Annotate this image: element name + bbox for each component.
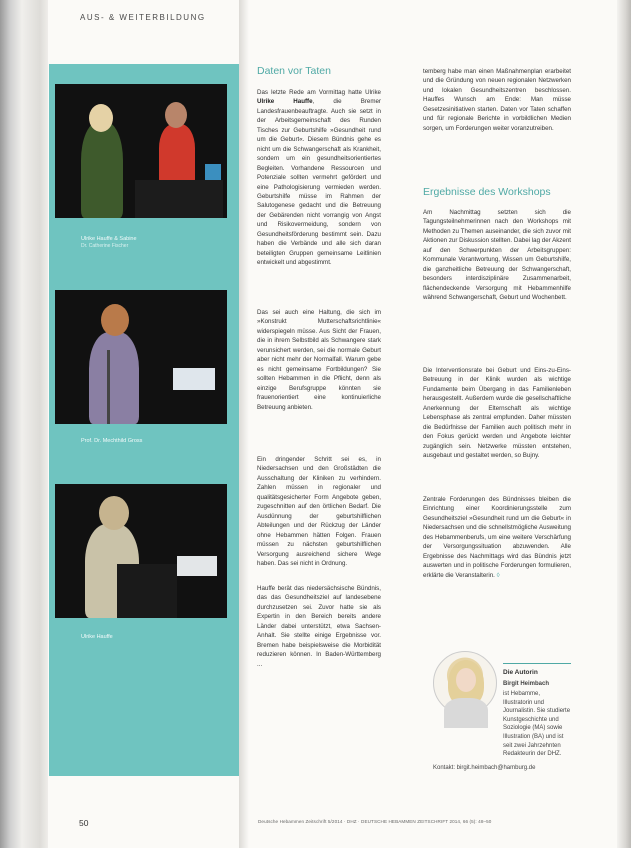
author-heading: Die Autorin — [503, 669, 538, 676]
heading-daten-vor-taten: Daten vor Taten — [257, 65, 331, 77]
caption-2: Prof. Dr. Mechthild Gross — [81, 438, 143, 444]
book-spine — [0, 0, 52, 848]
paragraph: Am Nachmittag setzten sich die Tagungsteilnehmerinnen nach den Workshops mit Methoden zu Themen auseinander, die sich zuvor mit Aktionen zur Diskussion stellten. Dabei lag der Akzent auf den Schwerpunkten der Arbeitsgruppen: Kommunale Verantwortung, Wissen um Geburtshilfe, die ganzheitliche Betreuung der Schwangerschaft, besonders interdisziplinäre Zusammenarbeit, flächendeckende Versorgung mit Hebammenhilfe während Schwangerschaft, Geburt und Wochenbett. — [423, 209, 571, 302]
laptop-screen — [173, 368, 215, 390]
paragraph: Hauffe berät das niedersächsische Bündnis, das das Gesundheitsziel auf landesebene durchzusetzen sei. Zuvor hatte sie als Expertin in den Bereich bereits andere Länder dabei unterstützt, etwa Sachsen-Anhalt. Sie stellte einige Ergebnisse vor. Bremen habe beispielsweise die Morbidität reduzieren können. In Baden-Württemberg ... — [257, 585, 381, 668]
paragraph: temberg habe man einen Maßnahmenplan erarbeitet und die Gründung von neuen regionalen Netzwerken und lokalen Gesundheitszentren beschlossen. Hauffes Wunsch am Ende: Man müsse Gesetzesinitiativen starten. Daten vor Taten schaffen und für regionale Berichte in vorbildlichen Medien sorgen, um Forderungen weiter voranzutreiben. — [423, 68, 571, 132]
page-edge — [617, 0, 631, 848]
author-portrait — [433, 651, 497, 715]
paragraph: Das letzte Rede am Vormittag hatte Ulrike Ulrike Hauffe, die Bremer Landesfrauenbeauftragte. Auch sie setzt in der Arbeitsgemeinschaft des Runden Tisches zur Geburtshilfe »Gesundheit rund um die Geburt«. Diesem Bündnis gehe es nicht um die Schwangerschaft als Krankheit, sondern um ein gesundheitsorientiertes Begleiten. Vorhandene Ressourcen und Potenziale sollten vermehrt gefördert und eine Pathologisierung vermieden werden. Geburtshilfe müsse im Rahmen der Salutogenese gedacht und die Betreuung der Gebärenden nicht vorrangig von Angst und Risikovermeidung, sondern von Gesundheitsförderung bestimmt sein. Dazu haben die Verbände und alle sich daran beteiligten Gruppen gemeinsame Leitlinien entwickelt und abgestimmt. — [257, 89, 381, 267]
caption-1: Ulrike Hauffe & Sabine Dr. Catherine Fischer — [81, 236, 137, 249]
woman-floral-dress — [81, 122, 123, 218]
author-bio: ist Hebamme, Illustratorin und Journalistin. Sie studierte Kunstgeschichte und Soziologie (MA) sowie Illustration (BA) und ist seit zwei Jahrzehnten Redakteurin der DHZ. — [503, 691, 571, 758]
blonde-head — [89, 104, 113, 132]
paragraph: Zentrale Forderungen des Bündnisses bleiben die Einrichtung einer Koordinierungsstelle zum Gesundheitsziel »Gesundheit rund um die Geburt« in Niedersachsen und die schnellstmögliche Ausweitung des Hebammenberufs, um eine weitere Verschärfung der Versorgungssituation abzuwenden. Alle Ergebnisse des Nachmittags wird das Bündnis jetzt auswerten und in politische Forderungen formulieren, erklärte die Veranstalterin. ◊ — [423, 496, 571, 579]
photo-speaker-lectern — [55, 484, 227, 618]
caption-3: Ulrike Hauffe — [81, 634, 113, 640]
author-bio-continued — [433, 726, 571, 762]
paragraph: Ein dringender Schritt sei es, in Niedersachsen und den Großstädten die Ausschaltung der Kliniken zu verhindern. Zahlen müssen in regionaler und qualitätsgesicherter Form Angebote geben, zugeschnitten auf den örtlichen Bedarf. Die Ausdünnung der geburtshilflichen Abteilungen und der Rückzug der Länder ohne Hebammen hätten Folgen. Frauen müssen zu nächsten geburtshilflichen Versorgung ausreichend sichere Wege haben. Das sei nicht in Ordnung. — [257, 456, 381, 567]
lectern-stand — [117, 564, 177, 618]
laptop — [205, 164, 221, 180]
speaker-head — [101, 304, 129, 336]
microphone-stand — [107, 350, 110, 424]
paragraph: Die Interventionsrate bei Geburt und Eins-zu-Eins-Betreuung in der Klinik wurden als wichtige Fundamente beim Übergang in das Familienleben herausgestellt. Außerdem wurde die gesellschaftliche Anerkennung der Elternschaft als wichtige Lebensphase als zentral empfunden. Daher müssten die Bedürfnisse der Familien auch politisch mehr in den Fokus gerückt werden und Angebote leichter zugänglich sein. Netzwerke müssten entstehen, ausgebaut und gestaltet werden, so Bujny. — [423, 367, 571, 460]
author-name: Birgit Heimbach — [503, 681, 550, 687]
author-divider — [503, 663, 571, 664]
brunette-head — [165, 102, 187, 128]
woman-red-top — [159, 124, 195, 184]
paragraph: Das sei auch eine Haltung, die sich im »Konstrukt Mutterschaftsrichtlinie« widerspiegeln müsse. Aus Sicht der Frauen, die in ihrem Selbstbild als Schwangere stark verunsichert werden, sei die normale Geburt aber nicht mehr der Normalfall. Warum gebe es nicht gemeinsame Fortbildungen? Sie sollten Hebammen in die Pflicht, denn als einzige Berufsgruppe könnten sie frauenorientiert eine kontinuierliche Betreuung anbieten. — [257, 309, 381, 411]
photo-sidebar — [49, 64, 239, 776]
footer-citation: Deutsche Hebammen Zeitschrift 5/2014 · DHZ · DEUTSCHE HEBAMMEN ZEITSCHRIFT 2014, 66 (5): 48–50 — [258, 819, 492, 824]
author-contact: Kontakt: birgit.heimbach@hamburg.de — [433, 765, 536, 771]
page-number: 50 — [79, 818, 89, 828]
section-label: AUS- & WEITERBILDUNG — [80, 13, 206, 22]
photo-speakers-podium — [55, 84, 227, 218]
end-mark: ◊ — [496, 571, 500, 579]
page-gutter — [239, 0, 249, 848]
laptop-screen — [177, 556, 217, 576]
grey-hair-head — [99, 496, 129, 530]
heading-ergebnisse: Ergebnisse des Workshops — [423, 186, 551, 198]
podium-table — [135, 180, 223, 218]
photo-speaker-microphone — [55, 290, 227, 424]
woman-patterned-top — [89, 332, 139, 424]
